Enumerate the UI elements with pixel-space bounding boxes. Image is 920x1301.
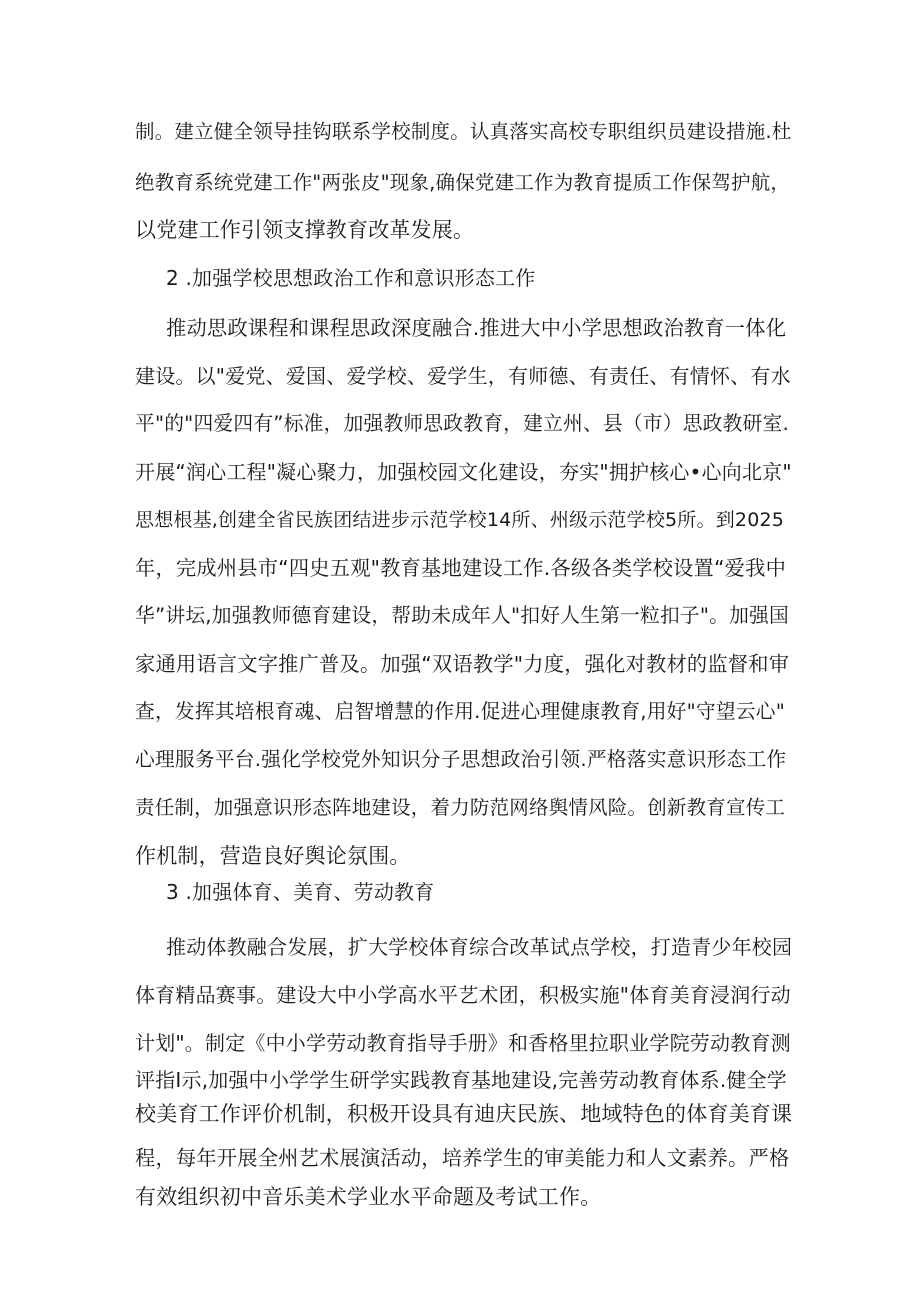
text-line: 以党建工作引领支撑教育改革发展。 (135, 218, 475, 242)
text-line: 查，发挥其培根育魂、启智增慧的作用.促进心理健康教育,用好"守望云心" (135, 700, 785, 723)
text-line: 推动思政课程和课程思政深度融合.推进大中小学思想政治教育一体化 (166, 316, 787, 340)
section-heading: 3 .加强体育、美育、劳动教育 (166, 880, 435, 904)
text-line: 推动体教融合发展，扩大学校体育综合改革试点学校，打造青少年校园 (166, 935, 793, 959)
text-line: 建设。以"爱党、爱国、爱学校、爱学生，有师德、有责任、有情怀、有水 (135, 364, 791, 388)
text-line: 责任制，加强意识形态阵地建设，着力防范网络舆情风险。创新教育宣传工 (135, 796, 786, 819)
text-line: 华”讲坛,加强教师德育建设，帮助未成年人"扣好人生第一粒扣子"。加强国 (135, 604, 789, 627)
text-line: 体育精品赛事。建设大中小学高水平艺术团，积极实施"体育美育浸润行动 (135, 983, 791, 1007)
text-line: 绝教育系统党建工作"两张皮"现象,确保党建工作为教育提质工作保驾护航， (135, 171, 791, 194)
text-line: 评指I示,加强中小学学生研学实践教育基地建设,完善劳动教育体系.健全学 (135, 1068, 787, 1092)
text-line: 校美育工作评价机制，积极开设具有迪庆民族、地域特色的体育美育课 (135, 1102, 793, 1126)
text-line: 开展“润心工程"凝心聚力，加强校园文化建设，夯实"拥护核心•心向北京" (135, 460, 792, 484)
section-heading: 2 .加强学校思想政治工作和意识形态工作 (166, 266, 536, 290)
text-line: 作机制，营造良好舆论氛围。 (135, 844, 411, 868)
text-line: 制。建立健全领导挂钩联系学校制度。认真落实高校专职组织员建设措施.杜 (135, 120, 792, 143)
text-line: 思想根基,创建全省民族团结进步示范学校14所、州级示范学校5所。到2025 (135, 509, 785, 531)
text-line: 平"的"四爱四有”标准，加强教师思政教育，建立州、县（市）思政教研室. (135, 412, 789, 435)
text-line: 家通用语言文字推广普及。加强“双语教学"力度，强化对教材的监督和审 (135, 652, 790, 676)
text-line: 年，完成州县市“四史五观"教育基地建设工作.各级各类学校设置“爱我中 (135, 556, 787, 580)
text-line: 心理服务平台.强化学校党外知识分子思想政治引领.严格落实意识形态工作 (135, 748, 787, 771)
text-line: 计划"。制定《中小学劳动教育指导手册》和香格里拉职业学院劳动教育测 (135, 1031, 791, 1055)
text-line: 程，每年开展全州艺术展演活动，培养学生的审美能力和人文素养。严格 (135, 1146, 790, 1170)
text-line: 有效组织初中音乐美术学业水平命题及考试工作。 (135, 1185, 602, 1209)
